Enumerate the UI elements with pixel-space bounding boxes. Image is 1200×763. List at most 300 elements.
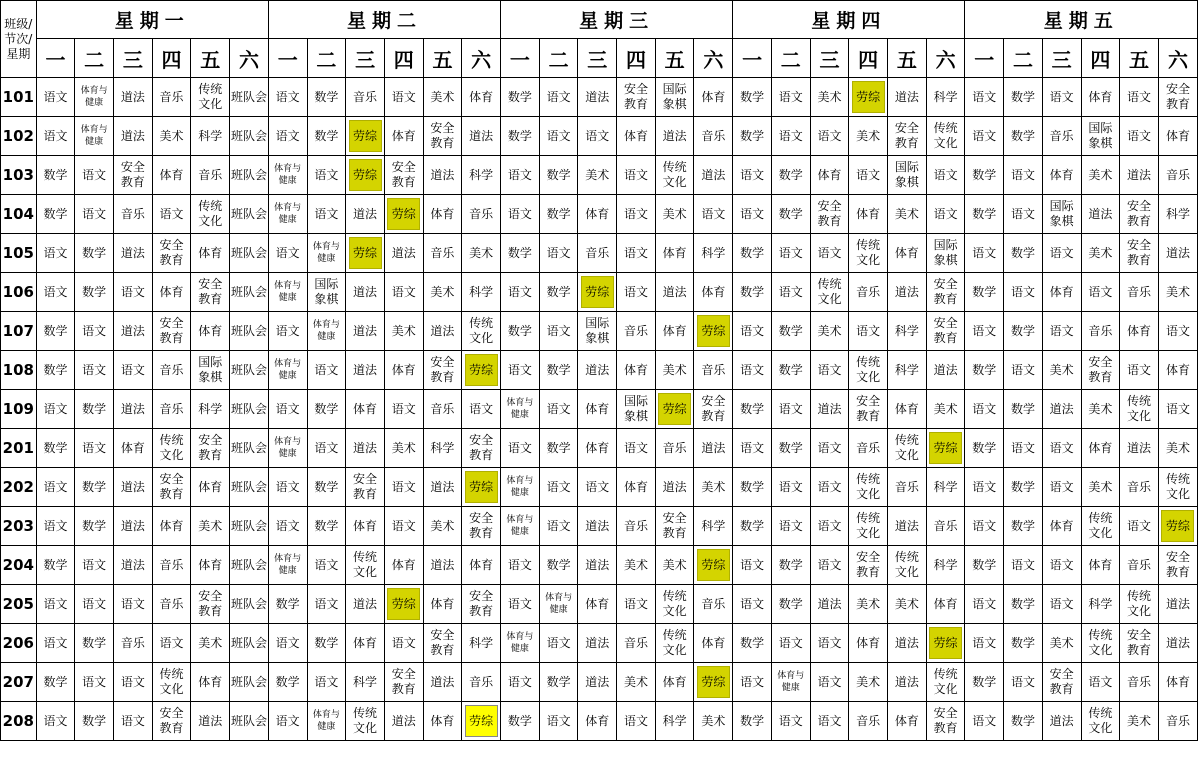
- subject-cell: 语文: [307, 663, 346, 702]
- subject-cell: 体育: [114, 429, 153, 468]
- subject-cell: 体育: [617, 468, 656, 507]
- subject-cell: 语文: [771, 702, 810, 741]
- labor-highlight: 劳综: [697, 666, 730, 698]
- subject-cell: 语文: [617, 234, 656, 273]
- subject-cell: 班队会: [230, 702, 269, 741]
- subject-cell: 传统 文化: [1158, 468, 1197, 507]
- subject-cell: [926, 624, 965, 663]
- subject-cell: 国际 象棋: [888, 156, 927, 195]
- subject-cell: 语文: [733, 663, 772, 702]
- table-row: [1, 702, 1198, 741]
- subject-cell: 美术: [926, 390, 965, 429]
- subject-cell: 科学: [926, 78, 965, 117]
- subject-cell: 安全 教育: [462, 507, 501, 546]
- subject-cell: [346, 234, 385, 273]
- subject-cell: 安全 教育: [926, 273, 965, 312]
- period-header: 五: [655, 39, 694, 78]
- subject-cell: 安全 教育: [1042, 663, 1081, 702]
- class-id: 204: [1, 546, 37, 585]
- subject-cell: 体育: [1081, 429, 1120, 468]
- subject-cell: 科学: [888, 312, 927, 351]
- subject-cell: 音乐: [1120, 546, 1159, 585]
- subject-cell: 语文: [539, 468, 578, 507]
- subject-cell: 安全 教育: [694, 390, 733, 429]
- subject-cell: 安全 教育: [152, 312, 191, 351]
- class-id: 207: [1, 663, 37, 702]
- subject-cell: 美术: [810, 78, 849, 117]
- subject-cell: 体育: [578, 702, 617, 741]
- subject-cell: 班队会: [230, 117, 269, 156]
- subject-cell: 语文: [1004, 156, 1043, 195]
- subject-cell: 数学: [1004, 468, 1043, 507]
- class-id: 109: [1, 390, 37, 429]
- subject-cell: 道法: [346, 312, 385, 351]
- subject-cell: 音乐: [114, 624, 153, 663]
- subject-cell: 道法: [346, 429, 385, 468]
- subject-cell: 传统 文化: [191, 78, 230, 117]
- subject-cell: 传统 文化: [1081, 624, 1120, 663]
- class-id: 203: [1, 507, 37, 546]
- subject-cell: 美术: [578, 156, 617, 195]
- table-row: [1, 468, 1198, 507]
- subject-cell: 安全 教育: [926, 312, 965, 351]
- period-header: 二: [75, 39, 114, 78]
- subject-cell: 数学: [501, 234, 540, 273]
- subject-cell: 语文: [75, 663, 114, 702]
- subject-cell: 语文: [1042, 312, 1081, 351]
- subject-cell: 道法: [810, 585, 849, 624]
- subject-cell: 道法: [1042, 390, 1081, 429]
- period-header: 四: [1081, 39, 1120, 78]
- period-header: 五: [191, 39, 230, 78]
- subject-cell: 体育与 健康: [268, 273, 307, 312]
- subject-cell: 安全 教育: [384, 663, 423, 702]
- subject-cell: 语文: [1004, 273, 1043, 312]
- subject-cell: 传统 文化: [346, 546, 385, 585]
- subject-cell: 道法: [384, 234, 423, 273]
- subject-cell: 数学: [501, 78, 540, 117]
- subject-cell: 音乐: [114, 195, 153, 234]
- subject-cell: 班队会: [230, 546, 269, 585]
- subject-cell: 数学: [307, 507, 346, 546]
- subject-cell: 体育: [152, 507, 191, 546]
- subject-cell: 数学: [771, 156, 810, 195]
- subject-cell: [655, 390, 694, 429]
- subject-cell: 体育: [191, 663, 230, 702]
- subject-cell: 语文: [307, 546, 346, 585]
- table-row: [1, 390, 1198, 429]
- subject-cell: 科学: [423, 429, 462, 468]
- subject-cell: 语文: [733, 195, 772, 234]
- subject-cell: 班队会: [230, 351, 269, 390]
- subject-cell: 数学: [1004, 312, 1043, 351]
- subject-cell: 体育与 健康: [771, 663, 810, 702]
- subject-cell: 道法: [1081, 195, 1120, 234]
- subject-cell: 科学: [694, 234, 733, 273]
- subject-cell: 语文: [965, 507, 1004, 546]
- subject-cell: 传统 文化: [152, 429, 191, 468]
- subject-cell: 语文: [965, 468, 1004, 507]
- subject-cell: 音乐: [1158, 156, 1197, 195]
- subject-cell: 语文: [75, 585, 114, 624]
- subject-cell: 语文: [810, 429, 849, 468]
- subject-cell: 体育: [1042, 273, 1081, 312]
- subject-cell: 体育: [888, 702, 927, 741]
- subject-cell: 语文: [617, 702, 656, 741]
- subject-cell: 道法: [114, 117, 153, 156]
- period-header: 二: [1004, 39, 1043, 78]
- subject-cell: 安全 教育: [1120, 195, 1159, 234]
- subject-cell: 语文: [965, 117, 1004, 156]
- subject-cell: 安全 教育: [191, 273, 230, 312]
- subject-cell: 数学: [733, 624, 772, 663]
- subject-cell: 数学: [36, 156, 75, 195]
- subject-cell: 语文: [810, 624, 849, 663]
- subject-cell: 体育: [849, 624, 888, 663]
- subject-cell: 班队会: [230, 429, 269, 468]
- subject-cell: 班队会: [230, 663, 269, 702]
- subject-cell: 体育: [1158, 663, 1197, 702]
- period-header: 一: [36, 39, 75, 78]
- subject-cell: 体育与 健康: [75, 78, 114, 117]
- subject-cell: 语文: [36, 390, 75, 429]
- subject-cell: 安全 教育: [152, 234, 191, 273]
- subject-cell: 语文: [810, 702, 849, 741]
- subject-cell: 数学: [539, 195, 578, 234]
- subject-cell: 体育: [191, 312, 230, 351]
- subject-cell: 美术: [849, 663, 888, 702]
- subject-cell: 数学: [75, 624, 114, 663]
- subject-cell: 数学: [733, 234, 772, 273]
- period-header: 六: [462, 39, 501, 78]
- subject-cell: 美术: [655, 351, 694, 390]
- subject-cell: 道法: [114, 507, 153, 546]
- subject-cell: 传统 文化: [1081, 507, 1120, 546]
- subject-cell: 安全 教育: [114, 156, 153, 195]
- subject-cell: 语文: [965, 702, 1004, 741]
- subject-cell: 传统 文化: [926, 117, 965, 156]
- subject-cell: 道法: [114, 78, 153, 117]
- subject-cell: 数学: [771, 429, 810, 468]
- subject-cell: 音乐: [152, 78, 191, 117]
- subject-cell: 语文: [965, 234, 1004, 273]
- subject-cell: 道法: [578, 624, 617, 663]
- subject-cell: 语文: [810, 663, 849, 702]
- subject-cell: 数学: [1004, 585, 1043, 624]
- subject-cell: 语文: [307, 585, 346, 624]
- subject-cell: 安全 教育: [1120, 624, 1159, 663]
- subject-cell: 体育: [462, 546, 501, 585]
- subject-cell: 道法: [384, 702, 423, 741]
- subject-cell: 科学: [462, 156, 501, 195]
- subject-cell: [694, 312, 733, 351]
- subject-cell: 语文: [75, 351, 114, 390]
- subject-cell: 道法: [346, 351, 385, 390]
- subject-cell: 科学: [888, 351, 927, 390]
- subject-cell: 科学: [346, 663, 385, 702]
- subject-cell: 语文: [36, 234, 75, 273]
- subject-cell: 语文: [36, 507, 75, 546]
- period-header: 六: [694, 39, 733, 78]
- subject-cell: 美术: [423, 273, 462, 312]
- subject-cell: 体育: [694, 273, 733, 312]
- subject-cell: 语文: [771, 117, 810, 156]
- subject-cell: 语文: [617, 585, 656, 624]
- class-id: 101: [1, 78, 37, 117]
- subject-cell: 数学: [965, 195, 1004, 234]
- labor-highlight: 劳综: [929, 627, 962, 659]
- subject-cell: 科学: [926, 468, 965, 507]
- subject-cell: 美术: [1081, 234, 1120, 273]
- labor-highlight: 劳综: [465, 471, 498, 503]
- subject-cell: 语文: [733, 312, 772, 351]
- subject-cell: 数学: [36, 351, 75, 390]
- subject-cell: 美术: [152, 117, 191, 156]
- subject-cell: 美术: [888, 585, 927, 624]
- class-id: 104: [1, 195, 37, 234]
- subject-cell: 语文: [268, 234, 307, 273]
- table-row: [1, 546, 1198, 585]
- period-header: 一: [965, 39, 1004, 78]
- subject-cell: 语文: [965, 585, 1004, 624]
- subject-cell: 语文: [539, 624, 578, 663]
- subject-cell: 语文: [36, 702, 75, 741]
- subject-cell: 道法: [578, 507, 617, 546]
- table-row: [1, 429, 1198, 468]
- subject-cell: 语文: [810, 507, 849, 546]
- subject-cell: 美术: [655, 546, 694, 585]
- period-header-row: [1, 39, 1198, 78]
- subject-cell: 语文: [1081, 663, 1120, 702]
- subject-cell: 语文: [501, 195, 540, 234]
- table-row: [1, 156, 1198, 195]
- subject-cell: 美术: [694, 468, 733, 507]
- subject-cell: 语文: [1120, 507, 1159, 546]
- subject-cell: 语文: [152, 195, 191, 234]
- subject-cell: 安全 教育: [423, 624, 462, 663]
- subject-cell: 数学: [75, 273, 114, 312]
- subject-cell: 语文: [75, 429, 114, 468]
- subject-cell: 道法: [655, 117, 694, 156]
- subject-cell: 音乐: [849, 273, 888, 312]
- subject-cell: 语文: [1042, 78, 1081, 117]
- subject-cell: 音乐: [1042, 117, 1081, 156]
- subject-cell: 体育与 健康: [268, 156, 307, 195]
- subject-cell: 美术: [1120, 702, 1159, 741]
- subject-cell: 传统 文化: [1120, 390, 1159, 429]
- subject-cell: 数学: [307, 117, 346, 156]
- subject-cell: 美术: [462, 234, 501, 273]
- subject-cell: 体育: [694, 624, 733, 663]
- subject-cell: 音乐: [617, 507, 656, 546]
- subject-cell: 音乐: [152, 390, 191, 429]
- subject-cell: 语文: [36, 624, 75, 663]
- period-header: 五: [1120, 39, 1159, 78]
- subject-cell: 语文: [617, 429, 656, 468]
- subject-cell: 语文: [36, 117, 75, 156]
- subject-cell: 美术: [423, 78, 462, 117]
- subject-cell: 音乐: [617, 312, 656, 351]
- subject-cell: 数学: [1004, 117, 1043, 156]
- subject-cell: 班队会: [230, 624, 269, 663]
- subject-cell: 语文: [539, 390, 578, 429]
- subject-cell: 体育与 健康: [268, 429, 307, 468]
- subject-cell: 传统 文化: [849, 507, 888, 546]
- subject-cell: 语文: [268, 624, 307, 663]
- subject-cell: 美术: [1081, 156, 1120, 195]
- subject-cell: 语文: [307, 195, 346, 234]
- subject-cell: 安全 教育: [617, 78, 656, 117]
- subject-cell: 道法: [810, 390, 849, 429]
- subject-cell: 班队会: [230, 468, 269, 507]
- labor-highlight: 劳综: [852, 81, 885, 113]
- subject-cell: 数学: [36, 546, 75, 585]
- subject-cell: 数学: [1004, 624, 1043, 663]
- subject-cell: 班队会: [230, 78, 269, 117]
- subject-cell: 体育: [346, 390, 385, 429]
- subject-cell: 数学: [539, 156, 578, 195]
- subject-cell: [926, 429, 965, 468]
- subject-cell: 体育与 健康: [307, 702, 346, 741]
- subject-cell: 道法: [114, 234, 153, 273]
- subject-cell: 道法: [1158, 234, 1197, 273]
- subject-cell: 语文: [965, 390, 1004, 429]
- subject-cell: 传统 文化: [1081, 702, 1120, 741]
- subject-cell: 科学: [694, 507, 733, 546]
- subject-cell: 美术: [1081, 390, 1120, 429]
- subject-cell: 语文: [307, 429, 346, 468]
- labor-highlight: 劳综: [658, 393, 691, 425]
- subject-cell: 美术: [810, 312, 849, 351]
- subject-cell: 语文: [384, 624, 423, 663]
- labor-highlight: 劳综: [387, 198, 420, 230]
- subject-cell: 体育: [578, 585, 617, 624]
- subject-cell: 音乐: [926, 507, 965, 546]
- subject-cell: 语文: [849, 312, 888, 351]
- period-header: 二: [307, 39, 346, 78]
- subject-cell: 体育与 健康: [75, 117, 114, 156]
- subject-cell: 语文: [578, 117, 617, 156]
- subject-cell: 道法: [888, 273, 927, 312]
- subject-cell: 音乐: [423, 390, 462, 429]
- subject-cell: 语文: [114, 585, 153, 624]
- subject-cell: 音乐: [462, 195, 501, 234]
- subject-cell: 语文: [501, 351, 540, 390]
- subject-cell: 道法: [114, 546, 153, 585]
- subject-cell: 语文: [1042, 468, 1081, 507]
- subject-cell: 语文: [268, 468, 307, 507]
- period-header: 一: [268, 39, 307, 78]
- subject-cell: 数学: [539, 429, 578, 468]
- subject-cell: 体育: [810, 156, 849, 195]
- subject-cell: 语文: [578, 468, 617, 507]
- subject-cell: 科学: [462, 624, 501, 663]
- subject-cell: 语文: [501, 663, 540, 702]
- labor-highlight: 劳综: [697, 549, 730, 581]
- subject-cell: 语文: [771, 390, 810, 429]
- subject-cell: 道法: [1120, 156, 1159, 195]
- subject-cell: 语文: [771, 507, 810, 546]
- subject-cell: 体育: [423, 585, 462, 624]
- subject-cell: 数学: [733, 468, 772, 507]
- subject-cell: 班队会: [230, 195, 269, 234]
- subject-cell: 传统 文化: [926, 663, 965, 702]
- subject-cell: 传统 文化: [655, 585, 694, 624]
- period-header: 五: [423, 39, 462, 78]
- subject-cell: 美术: [617, 546, 656, 585]
- subject-cell: 美术: [1081, 468, 1120, 507]
- subject-cell: 体育与 健康: [501, 390, 540, 429]
- subject-cell: [462, 468, 501, 507]
- subject-cell: 语文: [965, 78, 1004, 117]
- subject-cell: 数学: [1004, 78, 1043, 117]
- subject-cell: 数学: [733, 273, 772, 312]
- subject-cell: 体育: [578, 195, 617, 234]
- period-header: 三: [346, 39, 385, 78]
- subject-cell: 语文: [384, 390, 423, 429]
- subject-cell: 数学: [501, 702, 540, 741]
- subject-cell: 科学: [655, 702, 694, 741]
- subject-cell: 数学: [771, 546, 810, 585]
- subject-cell: 安全 教育: [152, 468, 191, 507]
- subject-cell: 语文: [810, 234, 849, 273]
- subject-cell: 传统 文化: [888, 546, 927, 585]
- labor-highlight: 劳综: [349, 237, 382, 269]
- subject-cell: 语文: [75, 195, 114, 234]
- subject-cell: 国际 象棋: [1042, 195, 1081, 234]
- subject-cell: 数学: [965, 273, 1004, 312]
- subject-cell: 安全 教育: [191, 429, 230, 468]
- subject-cell: 数学: [539, 273, 578, 312]
- subject-cell: 音乐: [346, 78, 385, 117]
- subject-cell: 科学: [462, 273, 501, 312]
- subject-cell: 数学: [965, 429, 1004, 468]
- subject-cell: [384, 195, 423, 234]
- subject-cell: 国际 象棋: [926, 234, 965, 273]
- subject-cell: 音乐: [1120, 273, 1159, 312]
- subject-cell: 音乐: [152, 351, 191, 390]
- subject-cell: 美术: [1158, 429, 1197, 468]
- subject-cell: 数学: [501, 117, 540, 156]
- subject-cell: 语文: [1042, 585, 1081, 624]
- subject-cell: 语文: [268, 507, 307, 546]
- subject-cell: 语文: [268, 117, 307, 156]
- subject-cell: 语文: [501, 429, 540, 468]
- subject-cell: 体育: [578, 429, 617, 468]
- subject-cell: 数学: [36, 312, 75, 351]
- subject-cell: 音乐: [191, 156, 230, 195]
- labor-highlight: 劳综: [697, 315, 730, 347]
- subject-cell: 传统 文化: [152, 663, 191, 702]
- subject-cell: 体育: [384, 117, 423, 156]
- subject-cell: 数学: [36, 663, 75, 702]
- corner-label: 班级/ 节次/ 星期: [1, 1, 37, 78]
- subject-cell: 体育: [1042, 507, 1081, 546]
- period-header: 五: [888, 39, 927, 78]
- subject-cell: 道法: [346, 195, 385, 234]
- subject-cell: 数学: [307, 624, 346, 663]
- day-header: 星期二: [268, 1, 500, 39]
- subject-cell: 体育: [1120, 312, 1159, 351]
- labor-highlight: 劳综: [387, 588, 420, 620]
- subject-cell: 体育与 健康: [268, 546, 307, 585]
- subject-cell: 道法: [1120, 429, 1159, 468]
- period-header: 四: [384, 39, 423, 78]
- class-id: 202: [1, 468, 37, 507]
- period-header: 一: [501, 39, 540, 78]
- subject-cell: 科学: [1081, 585, 1120, 624]
- subject-cell: 音乐: [1120, 468, 1159, 507]
